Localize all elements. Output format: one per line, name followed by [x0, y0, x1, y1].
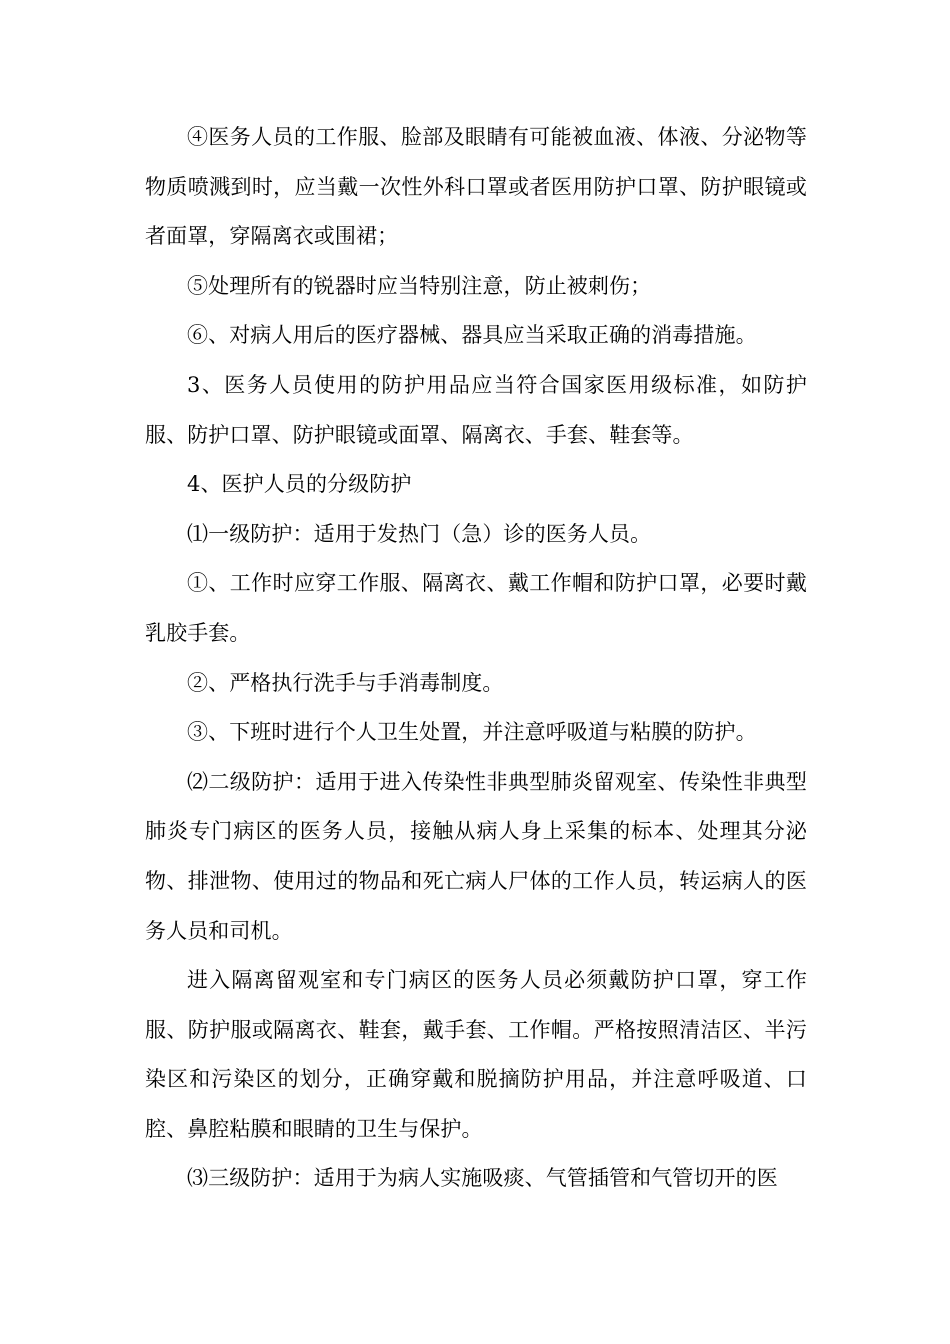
paragraph-protection-item-5: ⑤处理所有的锐器时应当特别注意，防止被刺伤；: [187, 273, 652, 298]
document-body: [145, 113, 807, 1204]
paragraph-level-1-item-1: ①、工作时应穿工作服、隔离衣、戴工作帽和防护口罩，必要时戴乳胶手套。: [145, 571, 807, 645]
paragraph-protection-item-4: ④医务人员的工作服、脸部及眼睛有可能被血液、体液、分泌物等物质喷溅到时，应当戴一次性外科口罩或者医用防护口罩、防护眼镜或者面罩，穿隔离衣或围裙；: [145, 125, 807, 249]
paragraph-protection-item-6: ⑥、对病人用后的医疗器械、器具应当采取正确的消毒措施。: [187, 323, 757, 348]
paragraph-level-1-protection: ⑴一级防护：适用于发热门（急）诊的医务人员。: [187, 521, 652, 546]
paragraph-level-1-item-3: ③、下班时进行个人卫生处置，并注意呼吸道与粘膜的防护。: [187, 720, 757, 745]
paragraph-level-1-item-2: ②、严格执行洗手与手消毒制度。: [187, 670, 504, 695]
paragraph-level-2-details: 进入隔离留观室和专门病区的医务人员必须戴防护口罩，穿工作服、防护服或隔离衣、鞋套，戴手套、工作帽。严格按照清洁区、半污染区和污染区的划分，正确穿戴和脱摘防护用品，并注意呼吸道、口腔、鼻腔粘膜和眼睛的卫生与保护。: [145, 968, 807, 1141]
paragraph-level-3-protection: ⑶三级防护：适用于为病人实施吸痰、气管插管和气管切开的医: [187, 1166, 778, 1191]
paragraph-section-3: 3、医务人员使用的防护用品应当符合国家医用级标准，如防护服、防护口罩、防护眼镜或面罩、隔离衣、手套、鞋套等。: [145, 372, 807, 447]
paragraph-section-4-heading: 4、医护人员的分级防护: [187, 472, 412, 497]
paragraph-level-2-protection: ⑵二级防护：适用于进入传染性非典型肺炎留观室、传染性非典型肺炎专门病区的医务人员，接触从病人身上采集的标本、处理其分泌物、排泄物、使用过的物品和死亡病人尸体的工作人员，转运病人的医务人员和司机。: [145, 769, 807, 943]
